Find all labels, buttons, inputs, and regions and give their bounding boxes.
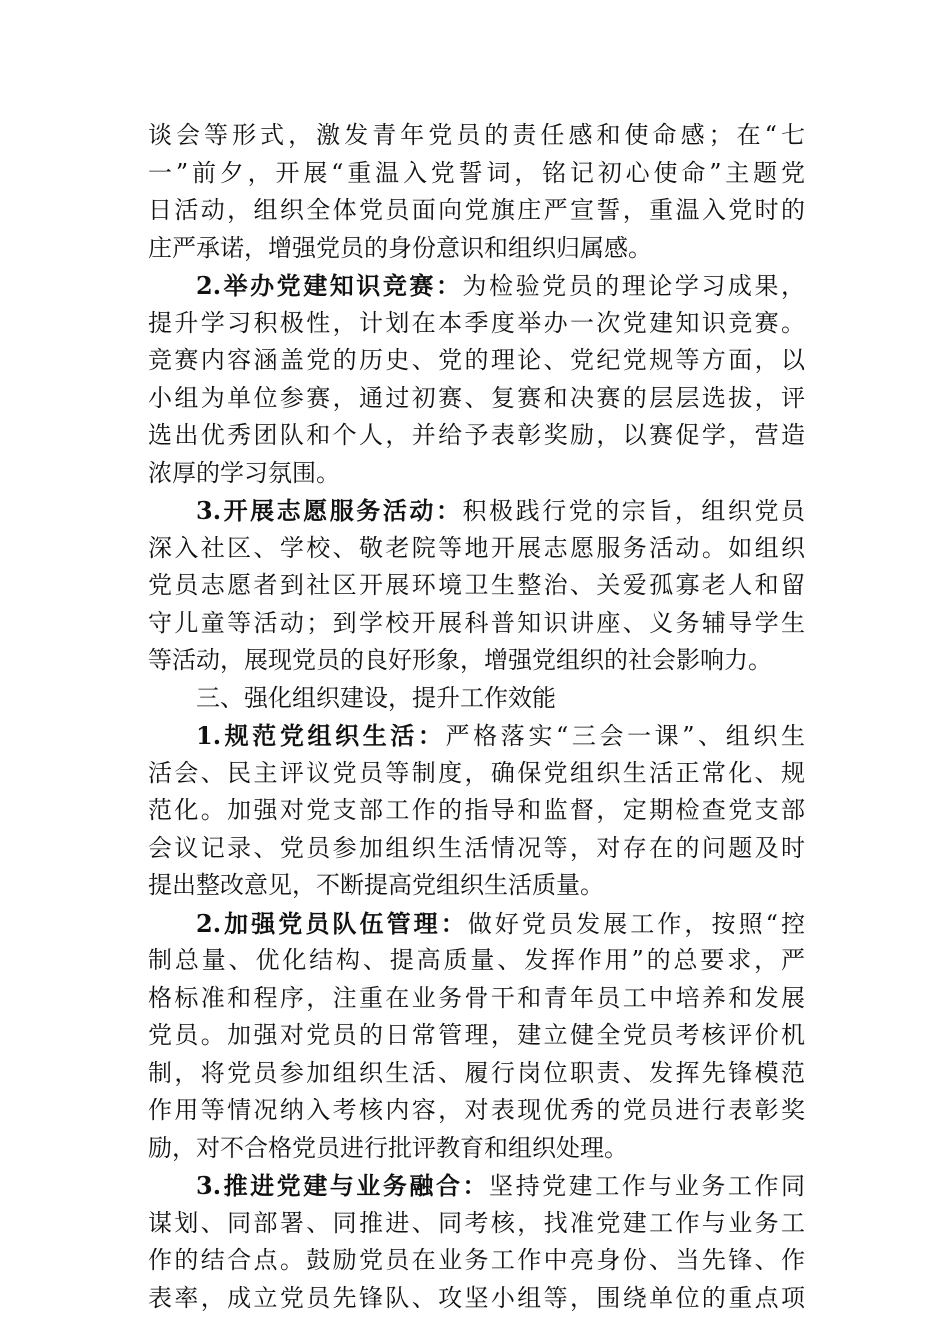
paragraph-organization-life xyxy=(148,717,805,905)
text-line: 表率，成立党员先锋队、攻坚小组等，围绕单位的重点项 xyxy=(148,1283,805,1312)
text-line: 党员。加强对党员的日常管理，建立健全党员考核评价机 xyxy=(148,1021,805,1049)
text-line xyxy=(148,1167,805,1205)
section-heading: 三、强化组织建设，提升工作效能 xyxy=(196,683,556,712)
text-line: 深入社区、学校、敬老院等地开展志愿服务活动。如组织 xyxy=(148,533,805,562)
text-line: 活会、民主评议党员等制度，确保党组织生活正常化、规 xyxy=(148,758,805,787)
paragraph-intro-continued xyxy=(148,117,805,267)
text-line: 小组为单位参赛，通过初赛、复赛和决赛的层层选拔，评 xyxy=(148,383,805,412)
text-line: 谈会等形式，激发青年党员的责任感和使命感；在“七 xyxy=(148,121,805,149)
paragraph-volunteer-service xyxy=(148,492,805,680)
text-run: 为检验党员的理论学习成果， xyxy=(462,272,805,300)
document-page xyxy=(148,117,805,1317)
text-line xyxy=(148,267,805,305)
text-line: 励，对不合格党员进行批评教育和组织处理。 xyxy=(148,1133,628,1162)
text-line: 会议记录、党员参加组织生活情况等，对存在的问题及时 xyxy=(148,833,805,862)
text-run: 严格落实“三会一课”、组织生 xyxy=(445,722,805,750)
text-line: 一”前夕，开展“重温入党誓词，铭记初心使命”主题党 xyxy=(148,158,805,187)
text-line: 谋划、同部署、同推进、同考核，找准党建工作与业务工 xyxy=(148,1208,805,1237)
text-line: 竞赛内容涵盖党的历史、党的理论、党纪党规等方面，以 xyxy=(148,346,805,374)
text-line: 提升学习积极性，计划在本季度举办一次党建知识竞赛。 xyxy=(148,308,805,337)
text-run: 做好党员发展工作，按照“控 xyxy=(467,909,805,938)
text-line: 格标准和程序，注重在业务骨干和青年员工中培养和发展 xyxy=(148,983,805,1012)
text-line: 等活动，展现党员的良好形象，增强党组织的社会影响力。 xyxy=(148,646,772,674)
paragraph-heading: 3.推进党建与业务融合： xyxy=(196,1171,490,1200)
paragraph-heading: 3.开展志愿服务活动： xyxy=(196,496,463,525)
paragraph-business-integration xyxy=(148,1167,805,1317)
text-line: 守儿童等活动；到学校开展科普知识讲座、义务辅导学生 xyxy=(148,608,805,637)
paragraph-heading: 2.举办党建知识竞赛： xyxy=(196,271,463,300)
text-line: 党员志愿者到社区开展环境卫生整治、关爱孤寡老人和留 xyxy=(148,571,805,599)
text-line: 作用等情况纳入考核内容，对表现优秀的党员进行表彰奖 xyxy=(148,1096,805,1124)
text-line: 制总量、优化结构、提高质量、发挥作用”的总要求，严 xyxy=(148,946,805,974)
text-line: 范化。加强对党支部工作的指导和监督，定期检查党支部 xyxy=(148,796,805,824)
text-line: 浓厚的学习氛围。 xyxy=(148,458,340,487)
paragraph-member-management xyxy=(148,905,805,1168)
text-line: 庄严承诺，增强党员的身份意识和组织归属感。 xyxy=(148,233,652,262)
text-run: 积极践行党的宗旨，组织党员 xyxy=(462,497,805,525)
text-line: 作的结合点。鼓励党员在业务工作中亮身份、当先锋、作 xyxy=(148,1246,805,1274)
text-line xyxy=(148,492,805,530)
text-line: 选出优秀团队和个人，并给予表彰奖励，以赛促学，营造 xyxy=(148,421,805,449)
text-line: 日活动，组织全体党员面向党旗庄严宣誓，重温入党时的 xyxy=(148,196,805,224)
paragraph-knowledge-contest xyxy=(148,267,805,492)
text-line xyxy=(148,905,805,943)
text-line xyxy=(148,717,805,755)
text-line: 制，将党员参加组织生活、履行岗位职责、发挥先锋模范 xyxy=(148,1058,805,1087)
text-line: 提出整改意见，不断提高党组织生活质量。 xyxy=(148,871,604,899)
text-run: 坚持党建工作与业务工作同 xyxy=(489,1172,805,1200)
paragraph-heading: 2.加强党员队伍管理： xyxy=(196,908,468,938)
paragraph-heading: 1.规范党组织生活： xyxy=(196,721,446,750)
